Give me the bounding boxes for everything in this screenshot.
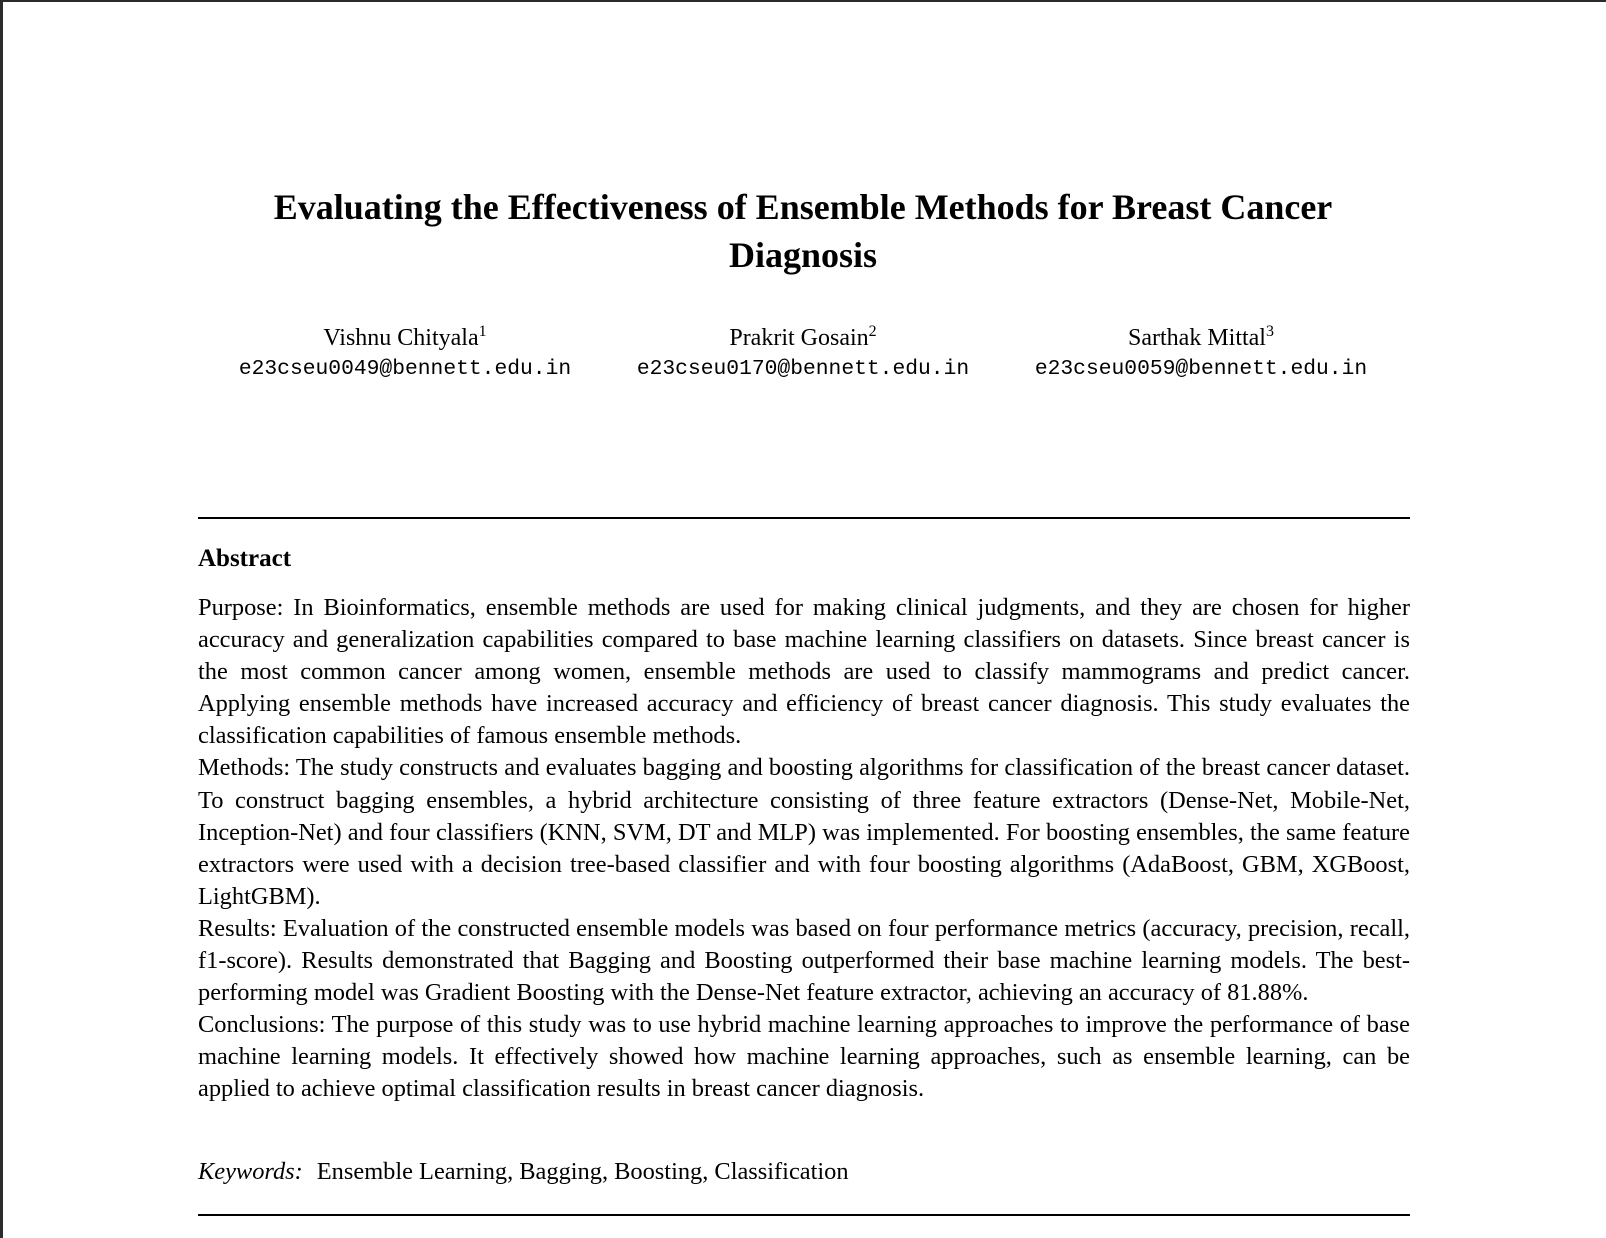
page-edge-top (0, 0, 1606, 2)
abstract-top-rule (198, 517, 1410, 519)
author-block (620, 322, 986, 384)
keywords-line (198, 1156, 849, 1188)
author-name: Vishnu Chityala$^1$ (323, 323, 487, 351)
abstract-body (198, 592, 1410, 1106)
author-email[interactable]: e23cseu0059@bennett.edu.in (1034, 357, 1368, 381)
author-block (1018, 322, 1384, 384)
abstract-heading: Abstract (198, 545, 292, 572)
keywords-list: Ensemble Learning, Bagging, Boosting, Classification (316, 1158, 849, 1185)
author-list (0, 322, 1606, 384)
keywords-label: Keywords: (198, 1158, 303, 1185)
author-affiliation-mark: 2 (868, 323, 877, 340)
title-line-2: Diagnosis (728, 235, 878, 275)
title-line-1: Evaluating the Effectiveness of Ensemble Methods for Breast Cancer (273, 187, 1333, 227)
author-email[interactable]: e23cseu0049@bennett.edu.in (238, 357, 572, 381)
author-email[interactable]: e23cseu0170@bennett.edu.in (636, 357, 970, 381)
abstract-methods-paragraph: Methods: The study constructs and evaluates bagging and boosting algorithms for classification of the breast cancer dataset. To construct bagging ensembles, a hybrid architecture consisting of three feature extractors (Dense-Net, Mobile-Net, Inception-Net) and four classifiers (KNN, SVM, DT and MLP) was implemented. For boosting ensembles, the same feature extractors were used with a decision tree-based classifier and with four boosting algorithms (AdaBoost, GBM, XGBoost, LightGBM). (198, 754, 1410, 910)
author-name: Prakrit Gosain$^2$ (729, 323, 877, 351)
abstract-results-paragraph: Results: Evaluation of the constructed ensemble models was based on four performance metrics (accuracy, precision, recall, f1-score). Results demonstrated that Bagging and Boosting outperformed their base machine learning models. The best-performing model was Gradient Boosting with the Dense-Net feature extractor, achieving an accuracy of 81.88%. (198, 914, 1410, 1007)
author-affiliation-mark: 1 (478, 323, 487, 340)
author-name: Sarthak Mittal$^3$ (1128, 323, 1274, 351)
paper-title (0, 183, 1606, 279)
abstract-conclusions-paragraph: Conclusions: The purpose of this study was to use hybrid machine learning approaches to improve the performance of base machine learning models. It effectively showed how machine learning approaches, such as ensemble learning, can be applied to achieve optimal classification results in breast cancer diagnosis. (198, 1011, 1410, 1103)
author-block (222, 322, 588, 384)
author-affiliation-mark: 3 (1265, 323, 1274, 340)
abstract-bottom-rule (198, 1214, 1410, 1216)
abstract-purpose-paragraph: Purpose: In Bioinformatics, ensemble methods are used for making clinical judgments, and they are chosen for higher accuracy and generalization capabilities compared to base machine learning classifiers on datasets. Since breast cancer is the most common cancer among women, ensemble methods are used to classify mammograms and predict cancer. Applying ensemble methods have increased accuracy and efficiency of breast cancer diagnosis. This study evaluates the classification capabilities of famous ensemble methods. (198, 594, 1410, 750)
